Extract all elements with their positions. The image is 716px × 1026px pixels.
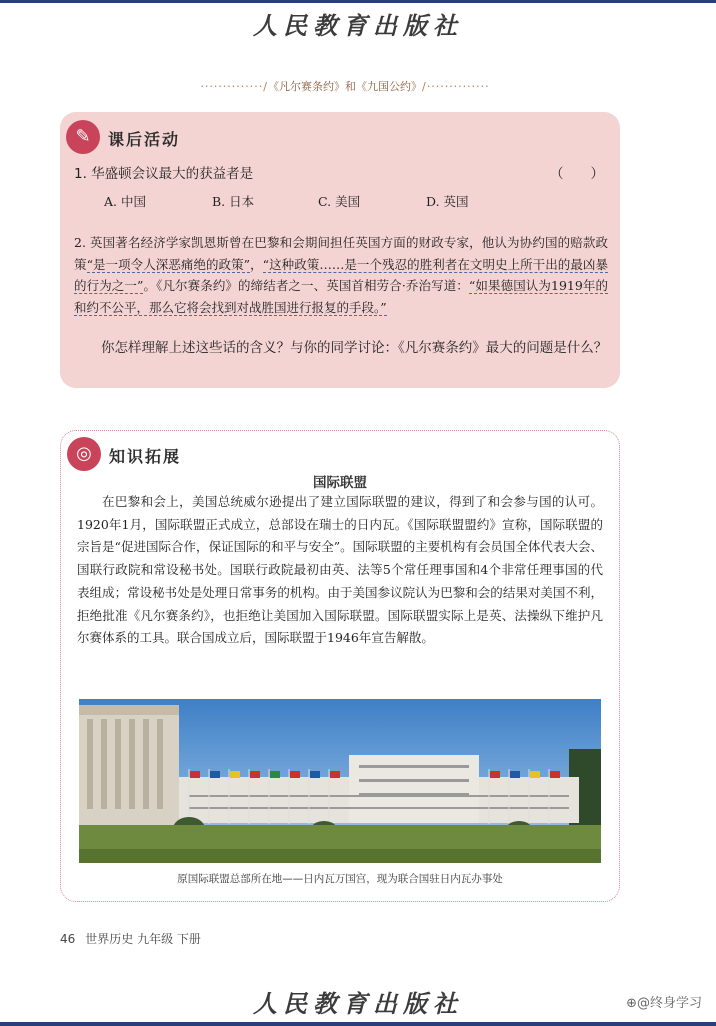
page-frame-top: [0, 0, 716, 3]
answer-blank: （ ）: [550, 166, 604, 182]
q2-quote-2: “这种政策……是一个残忍的胜利者在文明史上所干出的最凶暴的行为之一”: [74, 256, 608, 293]
page-frame-bottom: [0, 1022, 716, 1026]
photo-caption: 原国际联盟总部所在地——日内瓦万国宫，现为联合国驻日内瓦办事处: [177, 873, 503, 885]
question-2: [74, 232, 608, 318]
page-number: 46: [60, 932, 76, 946]
publisher-footer: 人民教育出版社: [253, 989, 463, 1018]
activity-box: [60, 112, 620, 388]
knowledge-box: [60, 430, 620, 902]
question-2-prompt: 你怎样理解上述这些话的含义？与你的同学讨论：《凡尔赛条约》最大的问题是什么？: [101, 340, 608, 356]
publisher-header: 人民教育出版社: [253, 11, 463, 40]
knowledge-title: 知识拓展: [109, 447, 182, 466]
q2-quote-3: “如果德国认为1919年的和约不公平，那么它将会找到对战胜国进行报复的手段。”: [74, 278, 609, 315]
q2-mid-2: 。《凡尔赛条约》的缔结者之一、英国首相劳合·乔治写道：: [143, 278, 469, 293]
activity-title: 课后活动: [108, 130, 181, 149]
page-footer: [60, 930, 201, 947]
option-a: A. 中国: [104, 194, 146, 209]
q2-intro: 2. 英国著名经济学家凯恩斯曾在巴黎和会期间担任英国方面的财政专家，他认为协约国的赔款政策: [74, 235, 608, 272]
chapter-header: [200, 78, 490, 94]
q2-mid-1: ，: [250, 256, 263, 272]
book-title: 世界历史 九年级 下册: [85, 932, 201, 946]
pencil-badge-icon: ✎: [66, 120, 100, 154]
header-dots-right: /··············: [422, 80, 490, 93]
option-d: D. 英国: [426, 194, 469, 209]
palace-of-nations-photo: [79, 699, 601, 863]
chapter-header-text: 《凡尔赛条约》和《九国公约》: [268, 80, 422, 93]
knowledge-body: 在巴黎和会上，美国总统威尔逊提出了建立国际联盟的建议，得到了和会参与国的认可。1920年1月，国际联盟正式成立，总部设在瑞士的日内瓦。《国际联盟盟约》宣称，国际联盟的宗旨是“促进国际合作，保证国际的和平与安全”。国际联盟的主要机构有会员国全体代表大会、国联行政院和常设秘书处。国联行政院最初由英、法等5个常任理事国和4个非常任理事国的代表组成；常设秘书处是处理日常事务的机构。由于美国参议院认为巴黎和会的结果对美国不利，拒绝批准《凡尔赛条约》，也拒绝让美国加入国际联盟。国际联盟实际上是英、法操纵下维护凡尔赛体系的工具。联合国成立后，国际联盟于1946年宣告解散。: [77, 494, 603, 646]
target-arrow-icon: ◎: [67, 437, 101, 471]
header-dots-left: ··············/: [200, 80, 268, 93]
knowledge-subtitle: 国际联盟: [313, 475, 367, 491]
photo-illustration: [79, 699, 601, 863]
question-1: 1. 华盛顿会议最大的获益者是: [74, 166, 254, 182]
q2-quote-1: “是一项令人深恶痛绝的政策”: [86, 256, 251, 272]
option-b: B. 日本: [212, 194, 255, 209]
option-c: C. 美国: [318, 194, 361, 209]
watermark: ⊕@终身学习: [626, 996, 702, 1011]
